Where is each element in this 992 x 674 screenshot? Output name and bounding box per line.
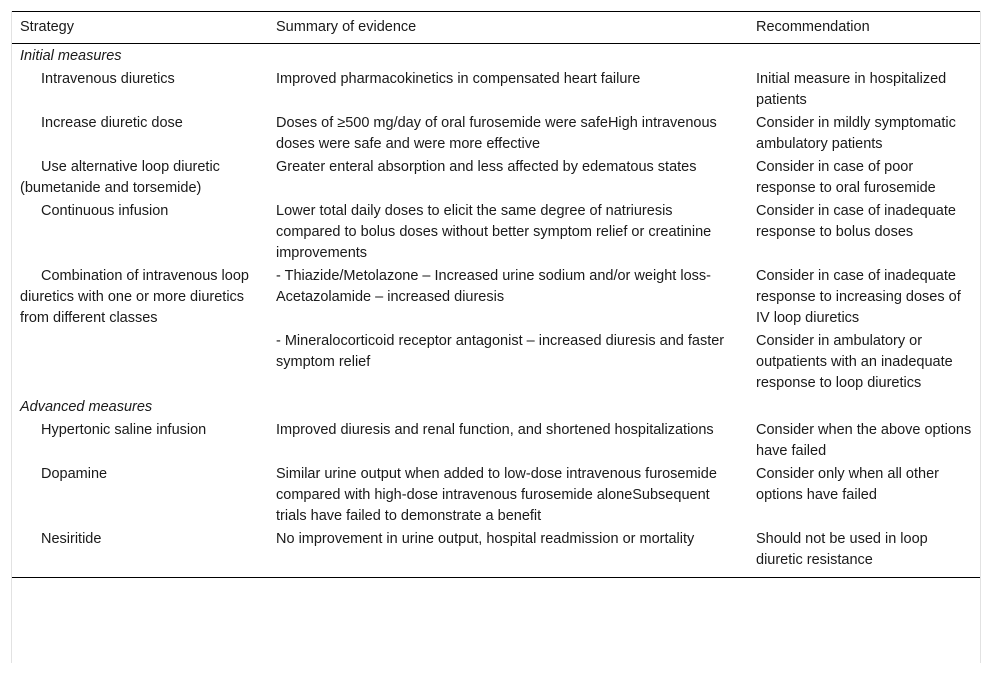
- diuretic-strategy-table: [12, 11, 980, 578]
- section-title: Initial measures: [20, 48, 122, 64]
- section-row-advanced-measures: [12, 395, 980, 419]
- recommendation-cell: Consider in ambulatory or outpatients with an inadequate response to loop diuretics: [756, 333, 953, 391]
- table-row: [12, 156, 980, 200]
- strategy-cell: Intravenous diuretics: [41, 71, 175, 87]
- strategy-cell: Use alternative loop diuretic (bumetanide and torsemide): [20, 159, 220, 196]
- evidence-cell: Greater enteral absorption and less affected by edematous states: [276, 159, 697, 175]
- header-recommendation: Recommendation: [748, 12, 980, 44]
- evidence-cell: Lower total daily doses to elicit the same degree of natriuresis compared to bolus doses without better symptom relief or creatinine improvements: [276, 203, 712, 261]
- strategy-cell: Combination of intravenous loop diuretics with one or more diuretics from different classes: [20, 268, 249, 326]
- diuretic-strategy-table-container: [11, 11, 981, 663]
- header-strategy: Strategy: [12, 12, 268, 44]
- recommendation-cell: Consider when the above options have failed: [756, 422, 972, 459]
- strategy-cell: Hypertonic saline infusion: [41, 422, 207, 438]
- strategy-cell: Continuous infusion: [41, 203, 169, 219]
- table-header: [12, 12, 980, 44]
- evidence-cell: - Mineralocorticoid receptor antagonist – increased diuresis and faster symptom relief: [276, 333, 725, 370]
- strategy-cell: [12, 330, 268, 395]
- header-row: [12, 12, 980, 44]
- recommendation-cell: Consider only when all other options have failed: [756, 466, 939, 503]
- evidence-cell: Similar urine output when added to low-dose intravenous furosemide compared with high-dose intravenous furosemide aloneSubsequent trials have failed to demonstrate a benefit: [276, 466, 717, 524]
- recommendation-cell: Consider in case of inadequate response to bolus doses: [756, 203, 956, 240]
- table-row: [12, 463, 980, 528]
- recommendation-cell: Initial measure in hospitalized patients: [756, 71, 947, 108]
- strategy-cell: Increase diuretic dose: [41, 115, 183, 131]
- strategy-cell: Dopamine: [41, 466, 108, 482]
- strategy-cell: Nesiritide: [12, 528, 268, 578]
- table-row: [12, 112, 980, 156]
- recommendation-cell: Consider in mildly symptomatic ambulatory patients: [756, 115, 956, 152]
- recommendation-cell: Consider in case of inadequate response to increasing doses of IV loop diuretics: [756, 268, 961, 326]
- table-row: [12, 330, 980, 395]
- header-summary-of-evidence: Summary of evidence: [268, 12, 748, 44]
- table-row: [12, 528, 980, 578]
- evidence-cell: Doses of ≥500 mg/day of oral furosemide were safeHigh intravenous doses were safe and were more effective: [276, 115, 717, 152]
- recommendation-cell: Consider in case of poor response to oral furosemide: [756, 159, 936, 196]
- evidence-cell: No improvement in urine output, hospital readmission or mortality: [268, 528, 748, 578]
- table-body: [12, 44, 980, 578]
- evidence-cell: Improved diuresis and renal function, and shortened hospitalizations: [276, 422, 714, 438]
- evidence-cell: Improved pharmacokinetics in compensated heart failure: [276, 71, 641, 87]
- table-row: [12, 200, 980, 265]
- table-row: [12, 419, 980, 463]
- table-row: [12, 265, 980, 330]
- section-row-initial-measures: [12, 44, 980, 69]
- table-row: [12, 68, 980, 112]
- evidence-cell: - Thiazide/Metolazone – Increased urine sodium and/or weight loss- Acetazolamide – increased diuresis: [276, 268, 711, 305]
- section-title: Advanced measures: [20, 399, 153, 415]
- recommendation-cell: Should not be used in loop diuretic resistance: [748, 528, 980, 578]
